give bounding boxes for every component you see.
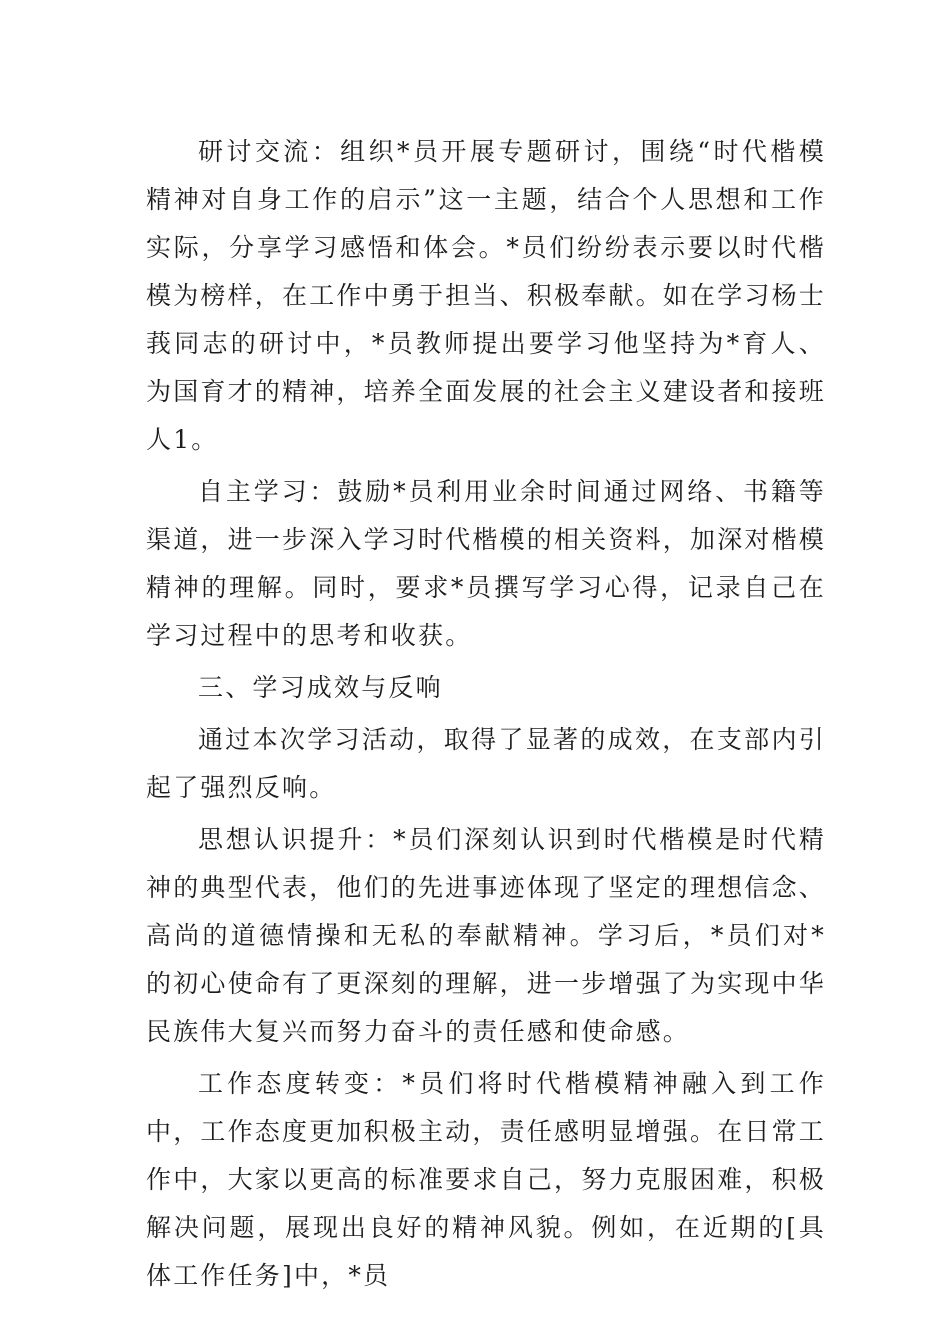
document-body [146,128,826,1300]
paragraph-self-study: 自主学习：鼓励*员利用业余时间通过网络、书籍等渠道，进一步深入学习时代楷模的相关资料，加深对楷模精神的理解。同时，要求*员撰写学习心得，记录自己在学习过程中的思考和收获。 [146,477,827,650]
paragraph-attitude-change: 工作态度转变：*员们将时代楷模精神融入到工作中，工作态度更加积极主动，责任感明显增强。在日常工作中，大家以更高的标准要求自己，努力克服困难，积极解决问题，展现出良好的精神风貌。例如，在近期的[具体工作任务]中，*员 [146,1069,827,1290]
section-heading-outcomes: 三、学习成效与反响 [198,673,443,702]
paragraph-thinking-improvement: 思想认识提升：*员们深刻认识到时代楷模是时代精神的典型代表，他们的先进事迹体现了坚定的理想信念、高尚的道德情操和无私的奉献精神。学习后，*员们对*的初心使命有了更深刻的理解，进一步增强了为实现中华民族伟大复兴而努力奋斗的责任感和使命感。 [146,825,827,1046]
paragraph-discussion: 研讨交流：组织*员开展专题研讨，围绕“时代楷模精神对自身工作的启示”这一主题，结合个人思想和工作实际，分享学习感悟和体会。*员们纷纷表示要以时代楷模为榜样，在工作中勇于担当、积极奉献。如在学习杨士莪同志的研讨中，*员教师提出要学习他坚持为*育人、为国育才的精神，培养全面发展的社会主义建设者和接班人1。 [146,137,827,454]
paragraph-outcomes-intro: 通过本次学习活动，取得了显著的成效，在支部内引起了强烈反响。 [146,725,826,802]
